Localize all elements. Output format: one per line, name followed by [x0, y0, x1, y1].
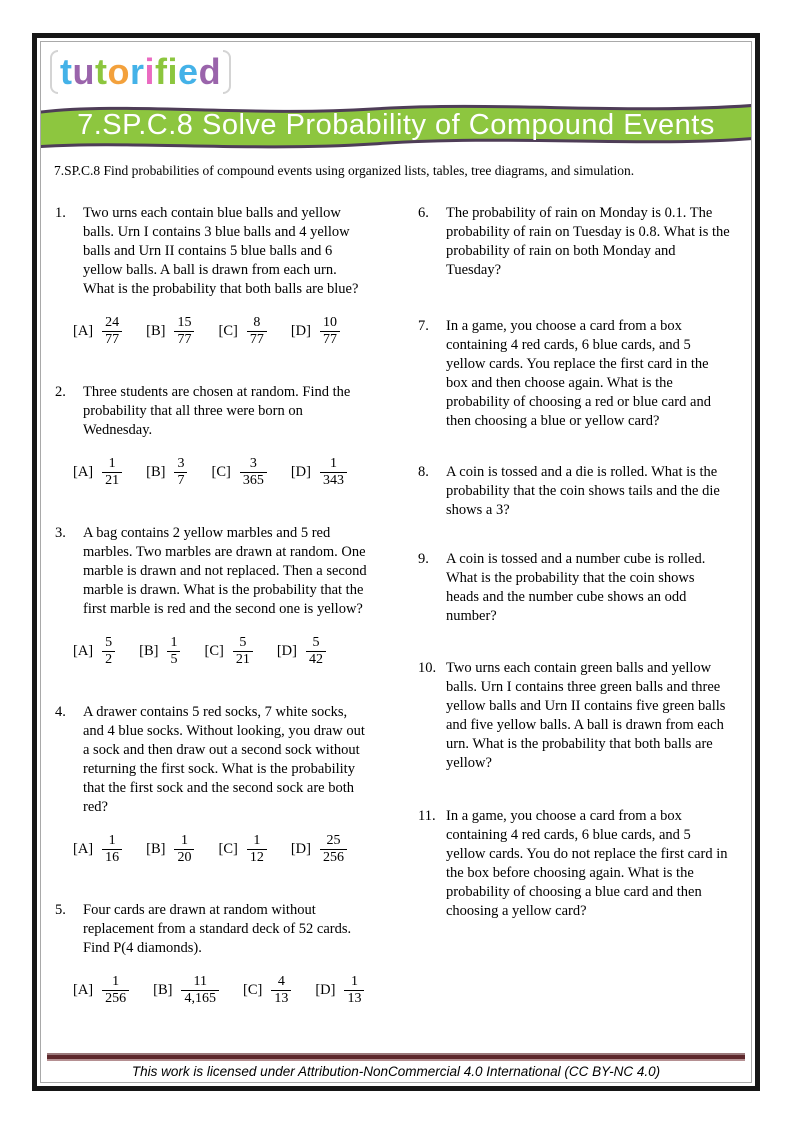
choice-a [73, 635, 115, 668]
choice-label: [D] [290, 840, 311, 857]
choice-d [277, 635, 326, 668]
choice-a [73, 456, 122, 489]
logo-row [50, 49, 751, 95]
fraction-denominator: 16 [102, 849, 122, 866]
choice-label: [D] [290, 463, 311, 480]
question-number: 10. [418, 660, 437, 676]
choice-c [218, 833, 266, 866]
fraction-numerator: 1 [329, 455, 337, 471]
question-8 [418, 463, 731, 520]
question-text: Two urns each contain green balls and yellow balls. Urn I contains three green balls and three yellow balls and Urn II contains five green balls and five yellow balls. A ball is drawn from each urn. What is the probability that both balls are yellow? [446, 660, 726, 771]
choice-d [315, 974, 364, 1007]
choice-b [146, 315, 194, 348]
logo-letter: t [60, 51, 73, 92]
left-column [55, 204, 371, 1042]
question-text: A bag contains 2 yellow marbles and 5 red marbles. Two marbles are drawn at random. One marble is drawn and not replaced. Then a second marble is drawn. What is the probability that the first marble is red and the second one is yellow? [83, 525, 367, 617]
fraction-denominator: 2 [102, 651, 115, 668]
fraction-denominator: 77 [320, 331, 340, 348]
fraction-denominator: 77 [102, 331, 122, 348]
fraction [102, 833, 122, 866]
question-4 [55, 703, 371, 872]
fraction-numerator: 1 [170, 634, 178, 650]
choice-d [291, 833, 347, 866]
question-9 [418, 550, 731, 626]
standard-description: 7.SP.C.8 Find probabilities of compound events using organized lists, tables, tree diagrams, and simulation. [54, 163, 635, 178]
answer-choices [73, 826, 371, 872]
logo-letter: u [72, 51, 95, 92]
fraction-denominator: 77 [174, 331, 194, 348]
fraction [167, 635, 180, 668]
logo-right-bracket [223, 50, 231, 94]
question-text: Four cards are drawn at random without replacement from a standard deck of 52 cards. Find P(4 diamonds). [83, 902, 352, 956]
logo-letter: f [155, 51, 168, 92]
fraction [320, 456, 347, 489]
fraction-denominator: 365 [240, 472, 267, 489]
choice-label: [A] [73, 322, 94, 339]
fraction-numerator: 1 [112, 973, 120, 989]
choice-label: [B] [146, 322, 166, 339]
question-number: 7. [418, 318, 429, 334]
choice-c [218, 315, 266, 348]
question-number: 8. [418, 464, 429, 480]
question-text: A drawer contains 5 red socks, 7 white socks, and 4 blue socks. Without looking, you draw out a sock and then draw out a second sock without returning the first sock. What is the probability that the first sock and the second sock are both red? [83, 704, 365, 815]
fraction-numerator: 11 [193, 973, 207, 989]
choice-label: [D] [290, 322, 311, 339]
choice-label: [C] [218, 322, 238, 339]
fraction [320, 315, 340, 348]
choice-label: [B] [139, 642, 159, 659]
fraction-numerator: 4 [277, 973, 285, 989]
choice-label: [B] [153, 981, 173, 998]
question-2 [55, 383, 371, 495]
question-text: Two urns each contain blue balls and yellow balls. Urn I contains 3 blue balls and 4 yellow balls and Urn II contains 5 blue balls and 6 yellow balls. A ball is drawn from each urn. What is the probability that both balls are blue? [83, 205, 359, 297]
question-columns [55, 204, 731, 1042]
fraction-denominator: 256 [320, 849, 347, 866]
fraction-denominator: 20 [174, 849, 194, 866]
page-footer [41, 1053, 751, 1081]
fraction [247, 833, 267, 866]
fraction [306, 635, 326, 668]
choice-label: [D] [276, 642, 297, 659]
worksheet-page [32, 33, 760, 1091]
footer-divider-bar [47, 1053, 745, 1061]
logo-letter: o [107, 51, 130, 92]
fraction-numerator: 1 [108, 832, 116, 848]
fraction-denominator: 21 [102, 472, 122, 489]
fraction-numerator: 1 [180, 832, 188, 848]
logo-left-bracket [50, 50, 58, 94]
question-text: A coin is tossed and a number cube is rolled. What is the probability that the coin shows heads and the number cube shows an odd number? [446, 551, 706, 624]
question-number: 9. [418, 551, 429, 567]
answer-choices [73, 449, 371, 495]
question-10 [418, 659, 731, 773]
fraction-denominator: 7 [174, 472, 187, 489]
question-7 [418, 317, 731, 431]
fraction [102, 974, 129, 1007]
fraction [174, 315, 194, 348]
fraction-numerator: 15 [177, 314, 192, 330]
choice-label: [A] [73, 463, 94, 480]
logo-letter: i [144, 51, 156, 92]
fraction [174, 833, 194, 866]
fraction-denominator: 4,165 [181, 990, 219, 1007]
fraction-denominator: 21 [233, 651, 253, 668]
question-text: A coin is tossed and a die is rolled. What is the probability that the coin shows tails and the die shows a 3? [446, 464, 720, 518]
choice-b [139, 635, 180, 668]
fraction-numerator: 3 [249, 455, 257, 471]
question-number: 11. [418, 808, 436, 824]
choice-b [153, 974, 219, 1007]
choice-label: [C] [218, 840, 238, 857]
question-number: 1. [55, 205, 66, 221]
fraction [233, 635, 253, 668]
choice-label: [C] [242, 981, 263, 998]
answer-choices [73, 308, 371, 354]
choice-d [291, 456, 347, 489]
choice-label: [B] [146, 463, 166, 480]
page-inner-frame [40, 41, 752, 1083]
question-3 [55, 524, 371, 674]
choice-c [243, 974, 291, 1007]
title-banner [41, 96, 751, 150]
fraction-numerator: 5 [239, 634, 247, 650]
question-6 [418, 204, 731, 280]
fraction [344, 974, 364, 1007]
fraction-denominator: 13 [344, 990, 364, 1007]
fraction-numerator: 8 [253, 314, 261, 330]
question-number: 5. [55, 902, 66, 918]
question-number: 3. [55, 525, 66, 541]
question-number: 6. [418, 205, 429, 221]
fraction [102, 315, 122, 348]
fraction-denominator: 256 [102, 990, 129, 1007]
fraction-denominator: 5 [167, 651, 180, 668]
logo-letter: d [198, 51, 222, 92]
logo-letter: i [167, 51, 179, 92]
fraction-numerator: 5 [312, 634, 320, 650]
fraction-numerator: 1 [108, 455, 116, 471]
question-5 [55, 901, 371, 1013]
choice-label: [B] [146, 840, 166, 857]
question-number: 4. [55, 704, 66, 720]
choice-label: [C] [211, 463, 231, 480]
fraction-denominator: 77 [247, 331, 267, 348]
fraction [102, 456, 122, 489]
answer-choices [73, 628, 371, 674]
tutorified-logo [50, 50, 231, 94]
choice-b [146, 456, 187, 489]
fraction-denominator: 13 [271, 990, 291, 1007]
question-text: Three students are chosen at random. Find the probability that all three were born on Wednesday. [83, 384, 351, 438]
fraction-numerator: 25 [326, 832, 341, 848]
choice-a [73, 974, 129, 1007]
fraction-numerator: 5 [105, 634, 113, 650]
fraction [102, 635, 115, 668]
choice-label: [D] [315, 981, 336, 998]
fraction-denominator: 343 [320, 472, 347, 489]
fraction-numerator: 3 [177, 455, 185, 471]
fraction [174, 456, 187, 489]
fraction-denominator: 42 [306, 651, 326, 668]
choice-label: [A] [73, 840, 94, 857]
fraction [320, 833, 347, 866]
question-11 [418, 807, 731, 921]
choice-c [211, 456, 266, 489]
choice-d [291, 315, 340, 348]
question-1 [55, 204, 371, 354]
fraction [247, 315, 267, 348]
page-title: 7.SP.C.8 Solve Probability of Compound Events [77, 108, 715, 141]
license-text: This work is licensed under Attribution-NonCommercial 4.0 International (CC BY-NC 4.0) [131, 1064, 661, 1079]
question-text: The probability of rain on Monday is 0.1. The probability of rain on Tuesday is 0.8. What is the probability of rain on both Monday and Tuesday? [446, 205, 730, 278]
choice-label: [C] [204, 642, 224, 659]
fraction [240, 456, 267, 489]
question-text: In a game, you choose a card from a box containing 4 red cards, 6 blue cards, and 5 yellow cards. You replace the first card in the box and then choose again. What is the probability of choosing a red or blue card and then choosing a blue or yellow card? [446, 318, 711, 429]
choice-a [73, 833, 122, 866]
choice-label: [A] [73, 642, 94, 659]
choice-label: [A] [73, 981, 94, 998]
logo-letter: t [95, 51, 108, 92]
fraction-numerator: 1 [253, 832, 261, 848]
fraction-numerator: 1 [350, 973, 358, 989]
question-number: 2. [55, 384, 66, 400]
choice-a [73, 315, 122, 348]
question-text: In a game, you choose a card from a box containing 4 red cards, 6 blue cards, and 5 yellow cards. You do not replace the first card in the box before choosing again. What is the probability of choosing a blue card and then choosing a yellow card? [446, 808, 728, 919]
answer-choices [73, 967, 371, 1013]
right-column [371, 204, 731, 1042]
fraction-numerator: 24 [105, 314, 120, 330]
fraction-numerator: 10 [322, 314, 337, 330]
choice-c [204, 635, 252, 668]
fraction-denominator: 12 [247, 849, 267, 866]
fraction [271, 974, 291, 1007]
logo-letter: r [130, 51, 145, 92]
fraction [181, 974, 219, 1007]
logo-letter: e [178, 51, 199, 92]
choice-b [146, 833, 194, 866]
